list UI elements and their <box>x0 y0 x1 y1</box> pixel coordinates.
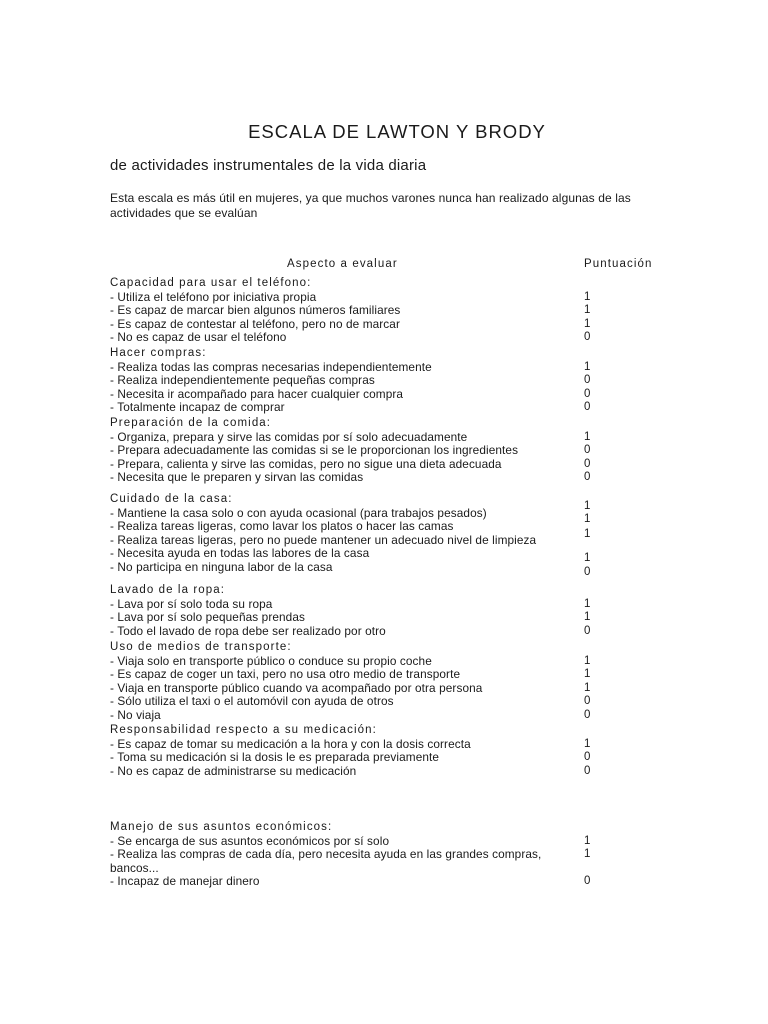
item-row <box>110 875 670 888</box>
item-row <box>110 304 670 317</box>
item-text: - Necesita ir acompañado para hacer cualquier compra <box>110 386 404 401</box>
item-row <box>110 318 670 331</box>
item-row <box>110 751 670 764</box>
item-row <box>110 848 670 875</box>
item-text: - Es capaz de contestar al teléfono, pero no de marcar <box>110 316 400 331</box>
item-row <box>110 374 670 387</box>
item-score: 0 <box>584 708 591 721</box>
item-row <box>110 625 670 638</box>
item-score: 1 <box>584 848 591 861</box>
item-text: - Sólo utiliza el taxi o el automóvil con ayuda de otros <box>110 694 394 709</box>
item-text: - Toma su medicación si la dosis le es preparada previamente <box>110 750 440 765</box>
intro-paragraph: Esta escala es más útil en mujeres, ya que muchos varones nunca han realizado algunas de las actividades que se evalúan <box>110 191 631 220</box>
item-row <box>110 835 670 848</box>
section-title: Hacer compras: <box>110 347 207 359</box>
item-row <box>110 401 670 414</box>
item-text: - Realiza tareas ligeras, como lavar los platos o hacer las camas <box>110 519 454 534</box>
item-score: 0 <box>584 764 591 777</box>
item-row <box>110 682 670 695</box>
item-text: - No es capaz de usar el teléfono <box>110 330 287 345</box>
column-header-score: Puntuación <box>584 258 653 270</box>
item-row <box>110 546 670 565</box>
item-score: 0 <box>584 875 591 888</box>
section-title: Responsabilidad respecto a su medicación: <box>110 724 377 736</box>
item-row <box>110 431 670 444</box>
item-score: 0 <box>584 751 591 764</box>
item-score: 0 <box>584 331 591 344</box>
page-subtitle: de actividades instrumentales de la vida diaria <box>110 157 427 174</box>
item-row <box>110 331 670 344</box>
item-score: 1 <box>584 681 591 694</box>
section-title: Lavado de la ropa: <box>110 584 226 596</box>
item-text: - Viaja en transporte público cuando va acompañado por otra persona <box>110 680 483 695</box>
item-text: - Prepara, calienta y sirve las comidas, pero no sigue una dieta adecuada <box>110 456 502 471</box>
item-row <box>110 738 670 751</box>
section-comida <box>110 416 670 485</box>
item-score: 1 <box>584 304 591 317</box>
section-medicacion <box>110 723 670 778</box>
item-score: 1 <box>584 655 591 667</box>
item-text: - Lava por sí solo pequeñas prendas <box>110 610 305 625</box>
item-text: - Necesita que le preparen y sirvan las comidas <box>110 470 364 485</box>
item-row <box>110 444 670 457</box>
section-title: Cuidado de la casa: <box>110 493 233 505</box>
item-score: 1 <box>584 431 591 443</box>
item-score: 0 <box>584 387 591 400</box>
item-text: - Mantiene la casa solo o con ayuda ocasional (para trabajos pesados) <box>110 506 487 520</box>
section-telefono <box>110 276 670 345</box>
item-score: 0 <box>584 471 591 484</box>
item-score: 0 <box>584 565 591 578</box>
item-row <box>110 655 670 668</box>
item-text: - Utiliza el teléfono por iniciativa propia <box>110 290 317 304</box>
item-score: 1 <box>584 835 591 847</box>
item-row <box>110 695 670 708</box>
item-text: - Necesita ayuda en todas las labores de la casa <box>110 546 370 561</box>
item-row <box>110 458 670 471</box>
page-title: ESCALA DE LAWTON Y BRODY <box>248 121 546 142</box>
section-casa <box>110 492 670 578</box>
item-score: 1 <box>584 317 591 330</box>
item-text: - Realiza todas las compras necesarias independientemente <box>110 360 432 374</box>
item-score: 1 <box>584 527 591 540</box>
item-text: - Realiza independientemente pequeñas compras <box>110 373 375 388</box>
item-row <box>110 388 670 401</box>
item-row <box>110 611 670 624</box>
section-ropa <box>110 583 670 638</box>
item-score: 1 <box>584 598 591 610</box>
item-score: 1 <box>584 513 591 526</box>
item-text: - Prepara adecuadamente las comidas si se le proporcionan los ingredientes <box>110 443 519 458</box>
section-title: Capacidad para usar el teléfono: <box>110 277 312 289</box>
item-row <box>110 765 670 778</box>
section-economicos <box>110 820 670 889</box>
item-score: 1 <box>584 611 591 624</box>
item-text: - No viaja <box>110 707 161 722</box>
item-score: 0 <box>584 624 591 637</box>
section-transporte <box>110 640 670 722</box>
item-text: - Totalmente incapaz de comprar <box>110 400 285 415</box>
item-score: 1 <box>584 291 591 303</box>
item-score: 1 <box>584 361 591 373</box>
item-row <box>110 559 670 578</box>
item-score: 0 <box>584 444 591 457</box>
item-text: - Realiza las compras de cada día, pero necesita ayuda en las grandes compras, bancos... <box>110 847 542 875</box>
item-text: - Se encarga de sus asuntos económicos por sí solo <box>110 834 390 848</box>
section-title: Uso de medios de transporte: <box>110 641 292 653</box>
section-compras <box>110 346 670 415</box>
item-text: - Todo el lavado de ropa debe ser realizado por otro <box>110 623 386 638</box>
item-row <box>110 668 670 681</box>
item-text: - Lava por sí solo toda su ropa <box>110 597 273 611</box>
item-row <box>110 598 670 611</box>
item-text: - Viaja solo en transporte público o conduce su propio coche <box>110 654 432 668</box>
column-header-aspect: Aspecto a evaluar <box>287 258 398 270</box>
item-text: - Es capaz de marcar bien algunos números familiares <box>110 303 401 318</box>
item-score: 1 <box>584 500 591 512</box>
item-row <box>110 291 670 304</box>
item-text: - Incapaz de manejar dinero <box>110 874 260 889</box>
item-text: - Es capaz de coger un taxi, pero no usa otro medio de transporte <box>110 667 461 682</box>
item-row <box>110 709 670 722</box>
item-text: - Es capaz de tomar su medicación a la hora y con la dosis correcta <box>110 737 471 751</box>
item-score: 0 <box>584 457 591 470</box>
item-score: 0 <box>584 695 591 708</box>
item-score: 0 <box>584 401 591 414</box>
item-row <box>110 527 670 547</box>
item-row <box>110 361 670 374</box>
section-title: Manejo de sus asuntos económicos: <box>110 821 333 833</box>
section-title: Preparación de la comida: <box>110 417 272 429</box>
item-text: - Realiza tareas ligeras, pero no puede mantener un adecuado nivel de limpieza <box>110 532 537 547</box>
item-text: - No es capaz de administrarse su medicación <box>110 763 357 778</box>
item-text: - Organiza, prepara y sirve las comidas por sí solo adecuadamente <box>110 430 468 444</box>
item-score: 1 <box>584 552 591 565</box>
item-score: 0 <box>584 374 591 387</box>
item-row <box>110 471 670 484</box>
item-score: 1 <box>584 668 591 681</box>
item-score: 1 <box>584 738 591 750</box>
item-text: - No participa en ninguna labor de la casa <box>110 559 333 574</box>
